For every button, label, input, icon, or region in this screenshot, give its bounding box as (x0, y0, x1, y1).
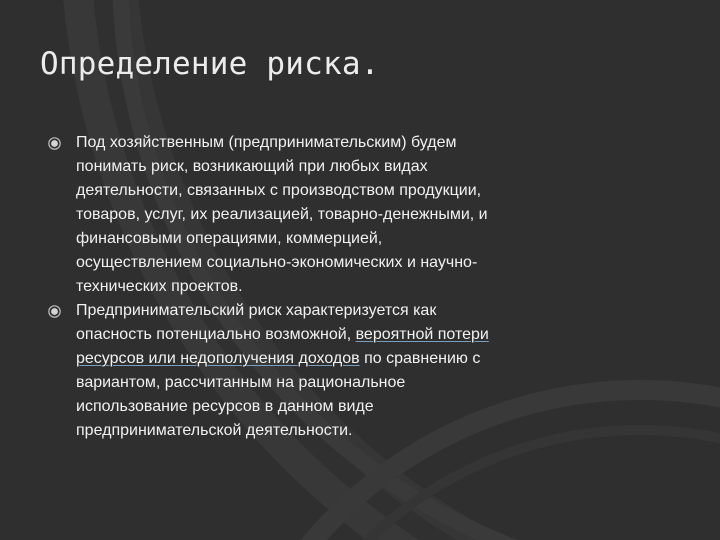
bullet-text-line: вариантом, рассчитанным на рациональное (76, 374, 406, 391)
bullet-text-segment: по сравнению с (359, 350, 481, 367)
bullet-text-line: деятельности, связанных с производством продукции, (76, 182, 482, 199)
circle-target-icon (48, 137, 61, 150)
bullet-text-line (76, 347, 608, 371)
slide-title: Определение риска. (40, 46, 380, 82)
bullet-text-line: технических проектов. (76, 278, 243, 295)
resource-loss-link[interactable]: ресурсов или недополучения доходов (76, 350, 360, 367)
bullet-text-line: товаров, услуг, их реализацией, товарно-денежными, и (76, 206, 488, 223)
circle-target-icon (48, 305, 61, 318)
bullet-text-line: предпринимательской деятельности. (76, 422, 353, 439)
bullet-item-definition (48, 131, 608, 299)
bullet-text-line (76, 323, 608, 347)
bullet-text-line: Предпринимательский риск характеризуется как (76, 302, 437, 319)
bullet-text-line: понимать риск, возникающий при любых видах (76, 158, 428, 175)
bullet-text-segment: опасность потенциально возможной, (76, 326, 356, 343)
bullet-text-line: использование ресурсов в данном виде (76, 398, 374, 415)
bullet-text-line: осуществлением социально-экономических и научно- (76, 254, 478, 271)
bullet-text-line: финансовыми операциями, коммерцией, (76, 230, 383, 247)
loss-probability-link[interactable]: вероятной потери (355, 326, 489, 343)
bullet-text-line: Под хозяйственным (предпринимательским) будем (76, 134, 457, 151)
bullet-item-entrepreneurial-risk (48, 299, 608, 443)
bullet-list (48, 131, 608, 443)
